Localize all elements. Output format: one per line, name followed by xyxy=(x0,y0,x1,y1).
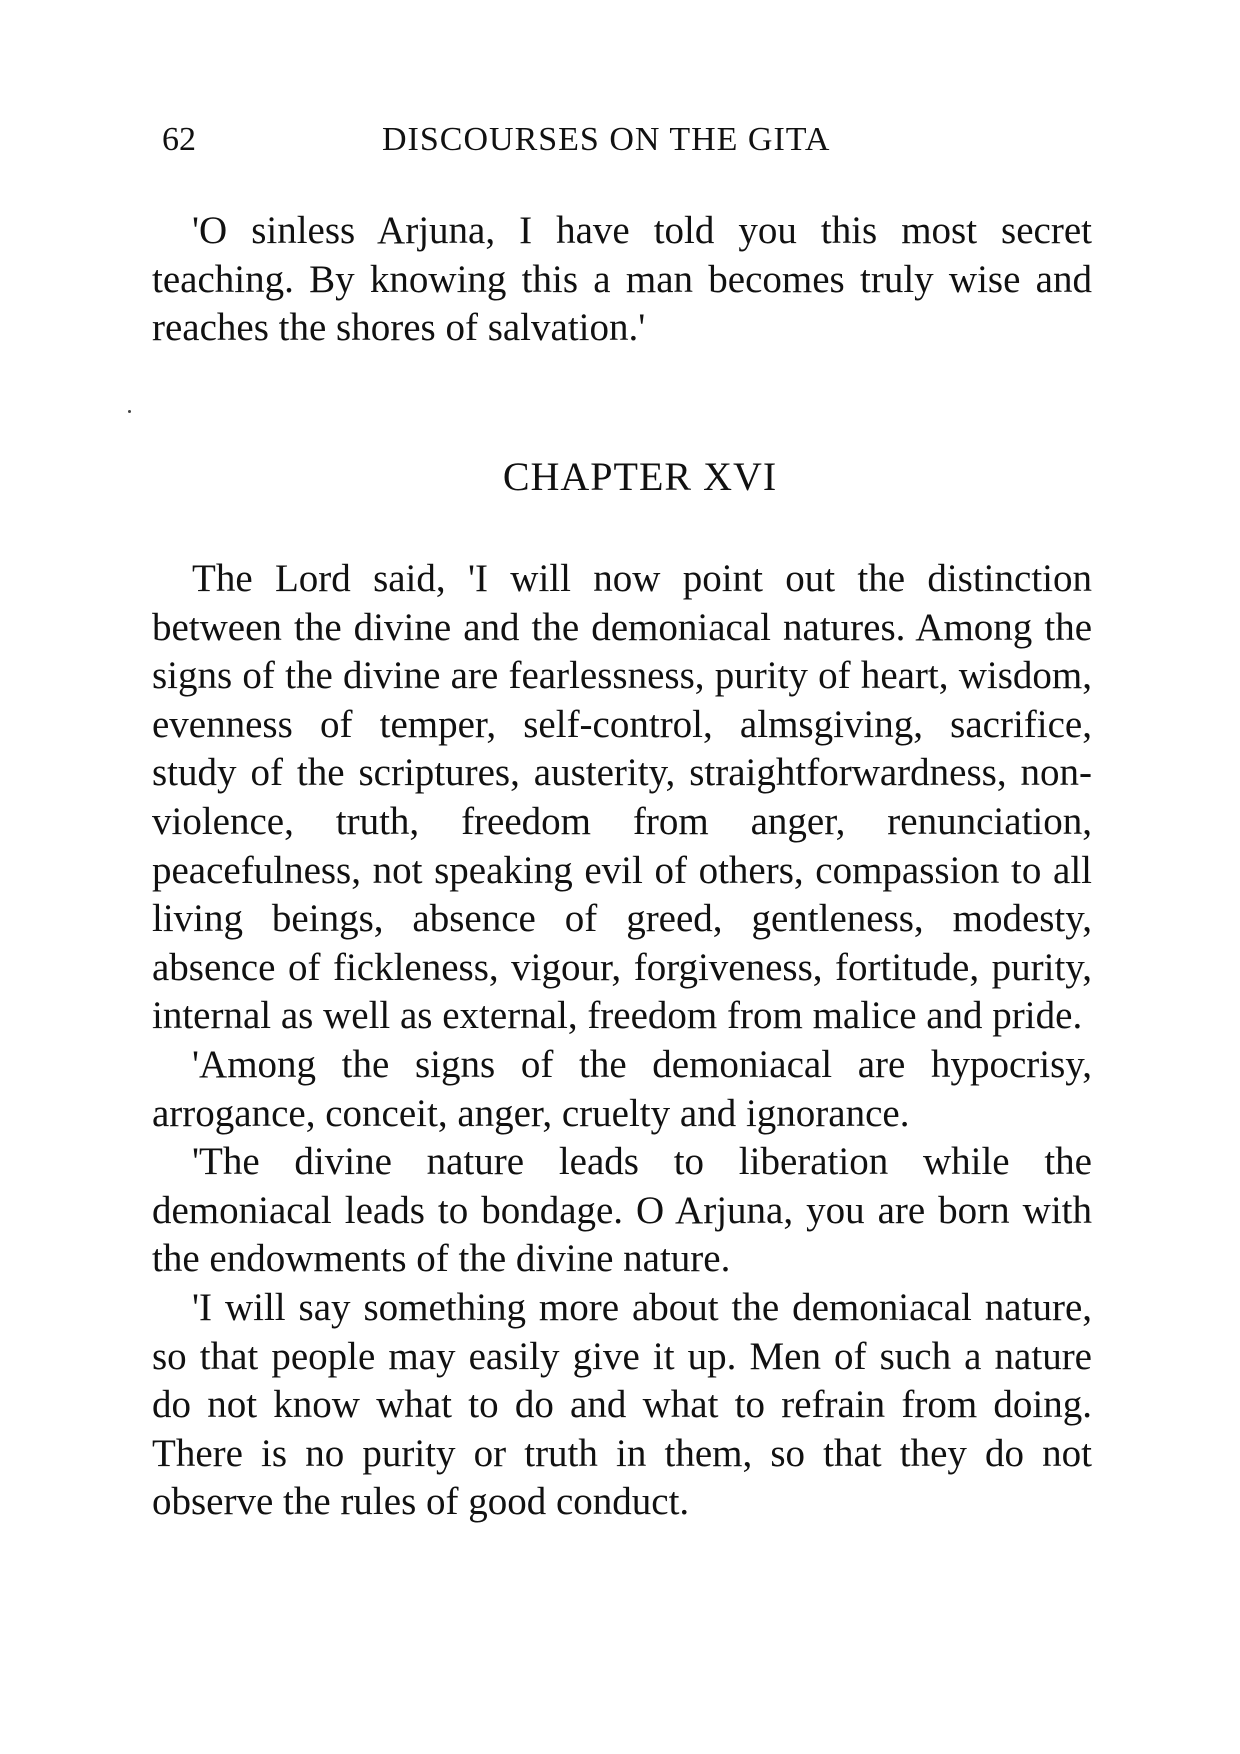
page-number: 62 xyxy=(162,121,196,158)
book-title: DISCOURSES ON THE GITA xyxy=(382,121,831,158)
running-header xyxy=(162,118,1092,162)
paragraph: 'I will say something more about the demoniacal nature, so that people may easily give it up. Men of such a nature do not know what to do and what to refrain from doing. There is no purity or truth in them, so that they do not observe the rules of good conduct. xyxy=(152,1285,1092,1524)
intro-paragraph: 'O sinless Arjuna, I have told you this most secret teaching. By knowing this a man becomes truly wise and reaches the shores of salvation.' xyxy=(152,209,1092,350)
paragraph: 'The divine nature leads to liberation while the demoniacal leads to bondage. O Arjuna, you are born with the endowments of the divine nature. xyxy=(152,1140,1092,1281)
chapter-body xyxy=(152,555,1092,1527)
paragraph: 'Among the signs of the demoniacal are hypocrisy, arrogance, conceit, anger, cruelty and ignorance. xyxy=(152,1042,1092,1135)
chapter-heading: CHAPTER XVI xyxy=(502,454,778,499)
intro-text xyxy=(152,207,1092,353)
print-speck xyxy=(128,410,131,413)
paragraph: The Lord said, 'I will now point out the distinction between the divine and the demoniacal natures. Among the signs of the divine are fearlessness, purity of heart, wisdom, evenness of temper, self-control, almsgiving, sacrifice, study of the scriptures, austerity, straightforwardness, non-violence, truth, freedom from anger, renunciation, peacefulness, not speaking evil of others, compassion to all living beings, absence of greed, gentleness, modesty, absence of fickleness, vigour, forgiveness, fortitude, purity, internal as well as external, freedom from malice and pride. xyxy=(152,557,1092,1038)
